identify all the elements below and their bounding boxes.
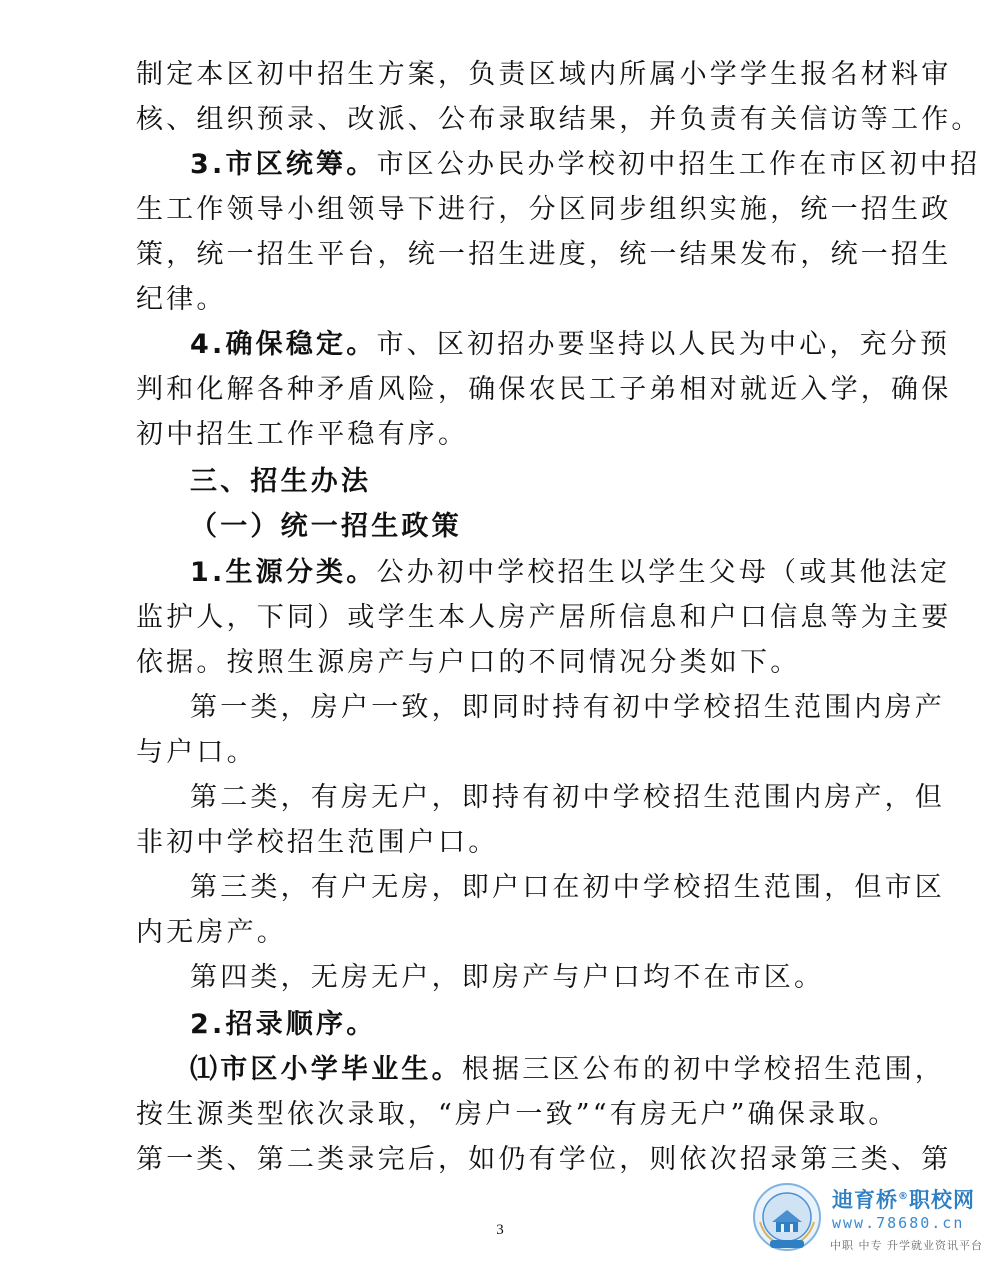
school-logo-icon	[752, 1182, 822, 1252]
paragraph-line: 内无房产。	[136, 917, 287, 948]
paragraph-line: 监护人，下同）或学生本人房产居所信息和户口信息等为主要	[136, 602, 952, 633]
item-heading: 1.生源分类。	[190, 557, 377, 588]
item-heading: 3.市区统筹。	[190, 149, 377, 180]
item-heading: ⑴市区小学毕业生。	[190, 1054, 462, 1085]
watermark	[750, 1180, 1000, 1265]
paragraph-line: 纪律。	[136, 284, 227, 315]
paragraph-line: 非初中学校招生范围户口。	[136, 827, 499, 858]
paragraph-line: 初中招生工作平稳有序。	[136, 419, 469, 450]
watermark-subtitle: 中职 中专 升学就业资讯平台	[830, 1239, 983, 1252]
paragraph-line: 1.生源分类。公办初中学校招生以学生父母（或其他法定	[190, 557, 951, 588]
paragraph-line: 第三类，有户无房，即户口在初中学校招生范围，但市区	[190, 872, 945, 903]
paragraph-line: 第一类，房户一致，即同时持有初中学校招生范围内房产	[190, 692, 945, 723]
paragraph-line: 3.市区统筹。市区公办民办学校初中招生工作在市区初中招	[190, 149, 981, 180]
paragraph-line: 核、组织预录、改派、公布录取结果，并负责有关信访等工作。	[136, 104, 982, 135]
paragraph-line: 策，统一招生平台，统一招生进度，统一结果发布，统一招生	[136, 239, 952, 270]
paragraph-line: 依据。按照生源房产与户口的不同情况分类如下。	[136, 647, 801, 678]
paragraph-line: 与户口。	[136, 737, 257, 768]
item-heading: 4.确保稳定。	[190, 329, 377, 360]
paragraph-line: 判和化解各种矛盾风险，确保农民工子弟相对就近入学，确保	[136, 374, 952, 405]
watermark-url: www.78680.cn	[832, 1214, 965, 1232]
paragraph-line: ⑴市区小学毕业生。根据三区公布的初中学校招生范围，	[190, 1054, 946, 1085]
paragraph-line: 第二类，有房无户，即持有初中学校招生范围内房产，但	[190, 782, 945, 813]
paragraph-line: 按生源类型依次录取，“房户一致”“有房无户”确保录取。	[136, 1099, 899, 1130]
paragraph-line: 生工作领导小组领导下进行，分区同步组织实施，统一招生政	[136, 194, 952, 225]
paragraph-line: 制定本区初中招生方案，负责区域内所属小学学生报名材料审	[136, 59, 952, 90]
subsection-heading: （一）统一招生政策	[190, 511, 462, 542]
paragraph-line: 4.确保稳定。市、区初招办要坚持以人民为中心，充分预	[190, 329, 951, 360]
paragraph-line: 第一类、第二类录完后，如仍有学位，则依次招录第三类、第	[136, 1144, 952, 1175]
section-heading: 三、招生办法	[190, 466, 372, 497]
item-heading: 2.招录顺序。	[190, 1009, 377, 1040]
page-number: 3	[496, 1222, 504, 1238]
watermark-title: 迪育桥®职校网	[832, 1188, 975, 1212]
paragraph-line: 第四类，无房无户，即房产与户口均不在市区。	[190, 962, 825, 993]
